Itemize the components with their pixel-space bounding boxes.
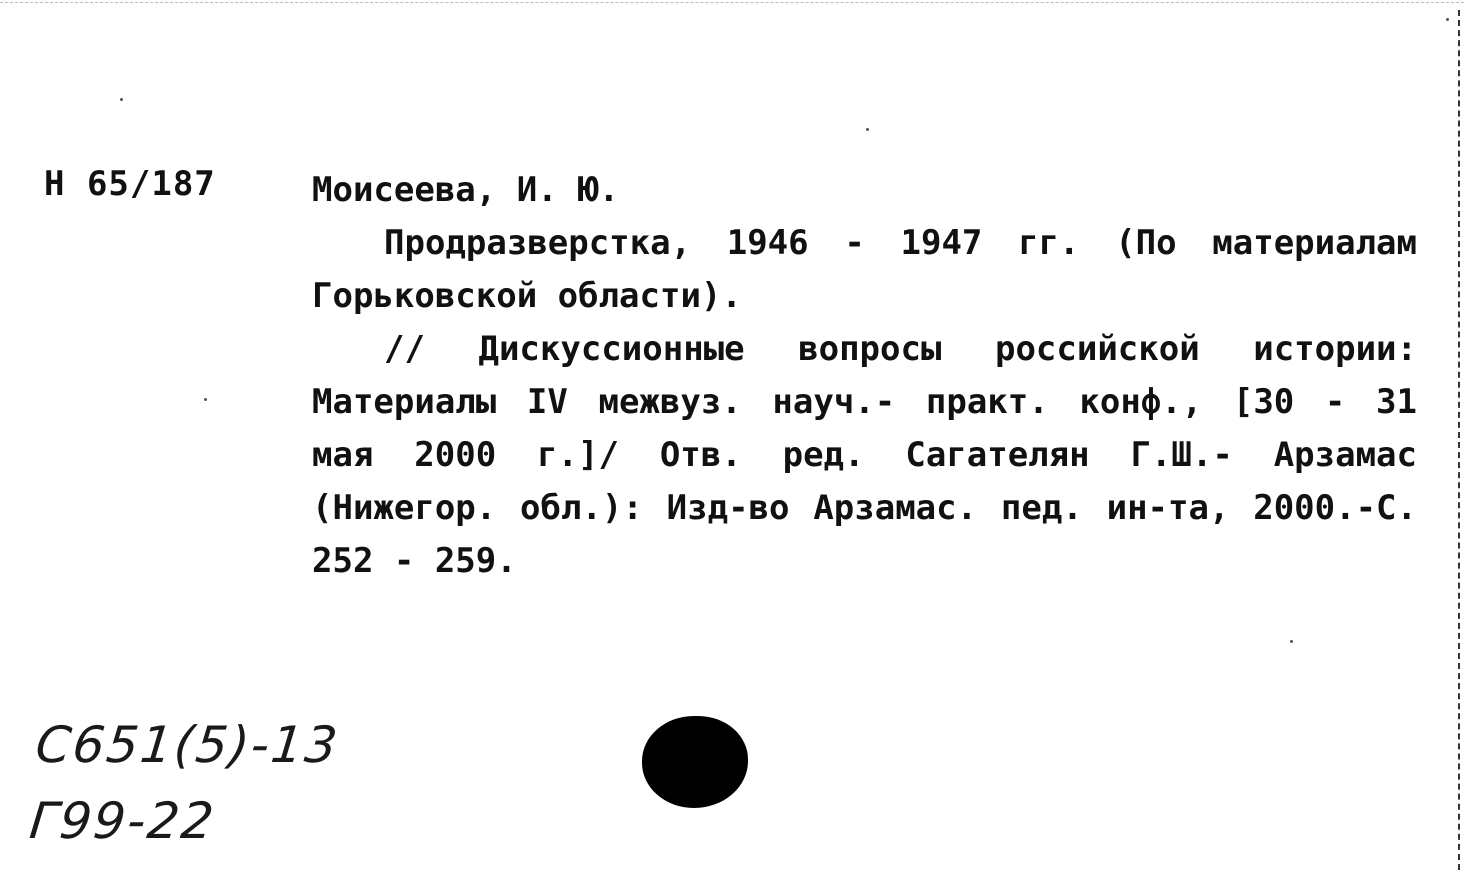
speck [120, 98, 123, 101]
author-heading: Моисеева, И. Ю. [312, 170, 620, 210]
speck [1290, 640, 1293, 643]
card-right-edge [1458, 10, 1460, 870]
title-paragraph: Продразверстка, 1946 - 1947 гг. (По материалам Горьковской области). [312, 223, 1417, 316]
speck [204, 398, 207, 401]
handwritten-classification: С651(5)-13 [32, 716, 342, 774]
source-paragraph: // Дискуссионные вопросы российской истории: Материалы IV межвуз. науч.- практ. конф., [30 - 31 мая 2000 г.]/ Отв. ред. Сагателян Г.Ш.- Арзамас (Нижегор. обл.): Изд-во Арзамас. пед. ин-та, 2000.-С. 252 - 259. [312, 329, 1417, 581]
handwritten-code: Г99-22 [26, 792, 219, 850]
punch-hole [642, 716, 748, 808]
speck [1446, 18, 1449, 21]
card-top-edge [0, 2, 1464, 3]
speck [866, 128, 869, 131]
bibliographic-entry [312, 164, 1417, 588]
shelf-mark: Н 65/187 [44, 164, 216, 204]
